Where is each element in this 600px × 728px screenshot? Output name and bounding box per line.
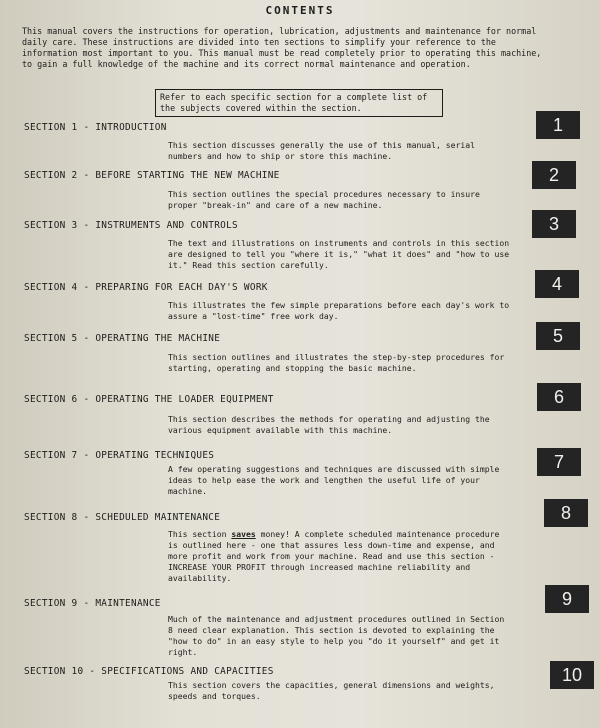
section-6-description: This section describes the methods for operating and adjusting the various equipment available with this machine. <box>168 414 490 435</box>
section-8-description <box>168 529 513 584</box>
section-2-tab[interactable]: 2 <box>532 161 576 189</box>
section-2-heading: SECTION 2 - BEFORE STARTING THE NEW MACHINE <box>24 170 280 181</box>
section-3-tab[interactable]: 3 <box>532 210 576 238</box>
section-3-heading: SECTION 3 - INSTRUMENTS AND CONTROLS <box>24 220 238 231</box>
section-6-heading: SECTION 6 - OPERATING THE LOADER EQUIPMENT <box>24 394 274 405</box>
section-1-tab[interactable]: 1 <box>536 111 580 139</box>
intro-paragraph: This manual covers the instructions for operation, lubrication, adjustments and maintenance for normal daily care. These instructions are divided into ten sections to simplify your reference to the information most important to you. This manual must be read completely prior to operating this machine, to gain a full knowledge of the machine and its correct normal maintenance and operation. <box>22 26 542 69</box>
section-8-saves-emphasis: saves <box>231 529 256 539</box>
section-1-description: This section discusses generally the use of this manual, serial numbers and how to ship or store this machine. <box>168 140 475 161</box>
section-3-description: The text and illustrations on instruments and controls in this section are designed to tell you "where it is," "what it does" and "how to use it." Read this section carefully. <box>168 238 510 270</box>
section-9-description: Much of the maintenance and adjustment procedures outlined in Section 8 need clear explanation. This section is devoted to explaining the "how to do" in an easy style to help you "do it yourself" and get it right. <box>168 614 505 657</box>
section-5-description: This section outlines and illustrates the step-by-step procedures for starting, operating and stopping the basic machine. <box>168 352 505 373</box>
section-4-tab[interactable]: 4 <box>535 270 579 298</box>
section-5-tab[interactable]: 5 <box>536 322 580 350</box>
section-7-heading: SECTION 7 - OPERATING TECHNIQUES <box>24 450 215 461</box>
section-1-heading: SECTION 1 - INTRODUCTION <box>24 122 167 133</box>
section-9-heading: SECTION 9 - MAINTENANCE <box>24 598 161 609</box>
section-5-heading: SECTION 5 - OPERATING THE MACHINE <box>24 333 221 344</box>
section-10-heading: SECTION 10 - SPECIFICATIONS AND CAPACITIES <box>24 666 274 677</box>
section-2-description: This section outlines the special procedures necessary to insure proper "break-in" and care of a new machine. <box>168 189 480 210</box>
section-8-heading: SECTION 8 - SCHEDULED MAINTENANCE <box>24 512 221 523</box>
section-6-tab[interactable]: 6 <box>537 383 581 411</box>
section-10-description: This section covers the capacities, general dimensions and weights, speeds and torques. <box>168 680 495 701</box>
section-4-description: This illustrates the few simple preparations before each day's work to assure a "lost-time" free work day. <box>168 300 510 321</box>
section-8-description-rest: money! A complete scheduled maintenance procedure is outlined here - one that assures less down-time and expense, and more profit and work from your machine. Read and use this section - INCREASE YOUR PROFIT through increased machine reliability and availability. <box>168 529 500 583</box>
section-7-tab[interactable]: 7 <box>537 448 581 476</box>
section-4-heading: SECTION 4 - PREPARING FOR EACH DAY'S WORK <box>24 282 268 293</box>
page-title: CONTENTS <box>265 4 335 17</box>
section-8-description-lead: This section <box>168 529 232 539</box>
section-8-tab[interactable]: 8 <box>544 499 588 527</box>
reference-note-box: Refer to each specific section for a complete list of the subjects covered within the section. <box>155 89 443 117</box>
section-7-description: A few operating suggestions and techniques are discussed with simple ideas to help ease the work and lengthen the useful life of your machine. <box>168 464 500 496</box>
section-10-tab[interactable]: 10 <box>550 661 594 689</box>
section-9-tab[interactable]: 9 <box>545 585 589 613</box>
